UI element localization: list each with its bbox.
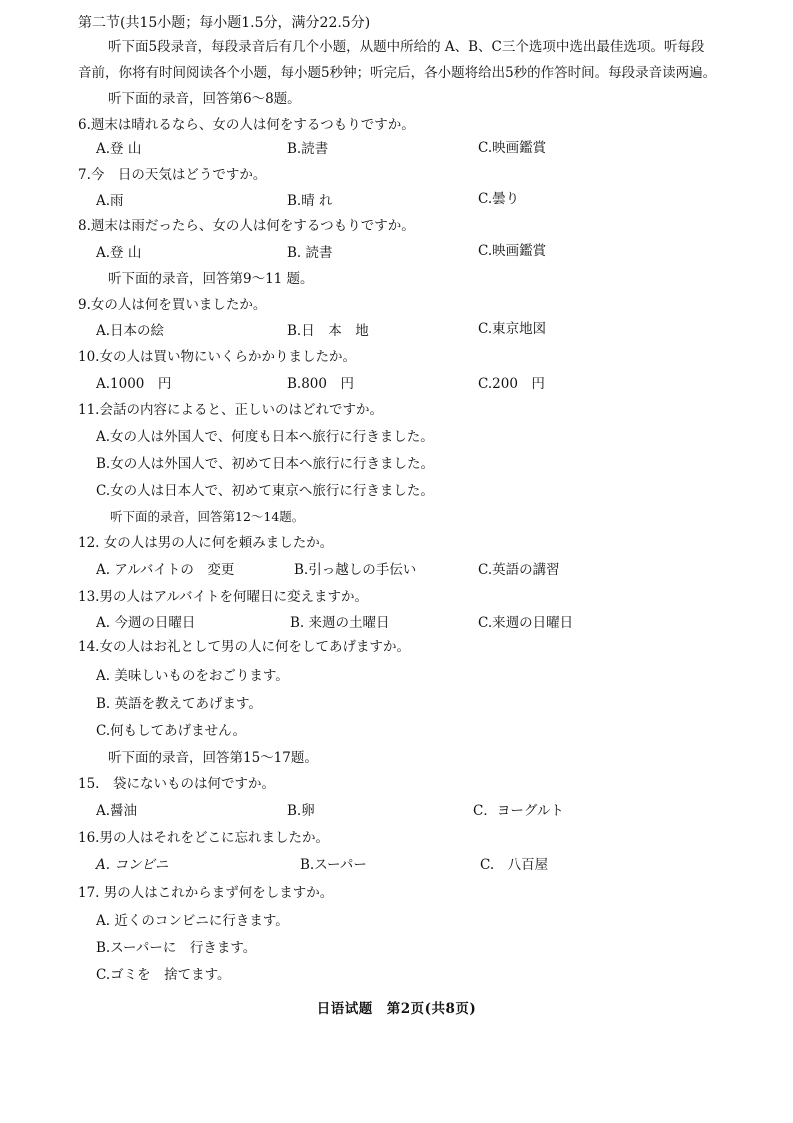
option-c: C.曇り <box>478 191 520 207</box>
option-a: A.1000 円 <box>96 376 172 392</box>
listening-note: 听下面的录音，回答第15～17题。 <box>108 750 318 766</box>
option-c: C.ゴミを 捨てます。 <box>96 967 231 983</box>
option-b: B.スーパーに 行きます。 <box>96 940 257 956</box>
option-b: B.晴 れ <box>287 193 333 209</box>
option-c: C.映画鑑賞 <box>478 140 547 156</box>
option-b: B.日 本 地 <box>287 323 369 339</box>
option-c: C.200 円 <box>478 376 545 392</box>
option-a: A.醤油 <box>96 803 138 819</box>
question-stem: 17. 男の人はこれからまず何をしますか。 <box>78 885 334 901</box>
option-b: B.読書 <box>287 141 329 157</box>
page-footer: 日语试题 第2页(共8页) <box>316 1001 477 1017</box>
option-c: C.女の人は日本人で、初めて東京へ旅行に行きました。 <box>96 483 434 499</box>
option-a: A.登 山 <box>96 141 142 157</box>
option-a: A. コンビニ <box>96 857 169 873</box>
question-stem: 13.男の人はアルバイトを何曜日に変えますか。 <box>78 589 368 605</box>
option-b: B. 読書 <box>287 245 333 261</box>
option-a: A.雨 <box>96 193 124 209</box>
question-stem: 15. 袋にないものは何ですか。 <box>78 776 275 792</box>
option-b: B.スーパー <box>300 857 367 873</box>
option-c: C.何もしてあげません。 <box>96 723 246 739</box>
question-stem: 9.女の人は何を買いましたか。 <box>78 297 267 313</box>
option-b: B.卵 <box>287 803 315 819</box>
listening-note: 听下面的录音，回答第12～14题。 <box>110 509 305 524</box>
option-c: C.来週の日曜日 <box>478 615 574 631</box>
question-stem: 10.女の人は買い物にいくらかかりましたか。 <box>78 349 356 365</box>
option-a: A. 今週の日曜日 <box>96 615 196 631</box>
question-stem: 12. 女の人は男の人に何を頼みましたか。 <box>78 535 334 551</box>
instructions-line-1: 听下面5段录音，每段录音后有几个小题，从题中所给的 A、B、C三个选项中选出最佳选项。听每段 <box>108 39 705 55</box>
section-header: 第二节(共15小题；每小题1.5分，满分22.5分) <box>78 15 371 31</box>
option-b: B. 英語を教えてあげます。 <box>96 696 262 712</box>
question-stem: 16.男の人はそれをどこに忘れましたか。 <box>78 830 329 846</box>
question-stem: 8.週末は雨だったら、女の人は何をするつもりですか。 <box>78 218 415 234</box>
option-b: B. 来週の土曜日 <box>290 615 390 631</box>
option-c: C.英語の講習 <box>478 562 560 578</box>
option-a: A. アルバイトの 変更 <box>96 562 235 578</box>
option-c: C．ヨーグルト <box>473 803 564 819</box>
question-stem: 14.女の人はお礼として男の人に何をしてあげますか。 <box>78 639 410 655</box>
instructions-line-2: 音前，你将有时间阅读各个小题，每小题5秒钟；听完后，各小题将给出5秒的作答时间。每段录音读两遍。 <box>78 65 717 81</box>
option-a: A.登 山 <box>96 245 142 261</box>
option-c: C. 八百屋 <box>480 857 549 873</box>
option-b: B.引っ越しの手伝い <box>294 562 417 578</box>
question-stem: 11.会話の内容によると、正しいのはどれですか。 <box>78 402 383 418</box>
option-a: A. 美味しいものをおごります。 <box>96 668 289 684</box>
listening-note: 听下面的录音，回答第9～11 题。 <box>108 271 314 287</box>
option-a: A.日本の絵 <box>96 323 165 339</box>
question-stem: 6.週末は晴れるなら、女の人は何をするつもりですか。 <box>78 117 415 133</box>
option-a: A. 近くのコンビニに行きます。 <box>96 913 289 929</box>
option-c: C.東京地図 <box>478 321 547 337</box>
option-b: B.女の人は外国人で、初めて日本へ旅行に行きました。 <box>96 456 434 472</box>
question-stem: 7.今 日の天気はどうですか。 <box>78 167 267 183</box>
option-b: B.800 円 <box>287 376 354 392</box>
listening-note: 听下面的录音，回答第6～8题。 <box>108 91 301 107</box>
option-c: C.映画鑑賞 <box>478 243 547 259</box>
option-a: A.女の人は外国人で、何度も日本へ旅行に行きました。 <box>96 429 434 445</box>
